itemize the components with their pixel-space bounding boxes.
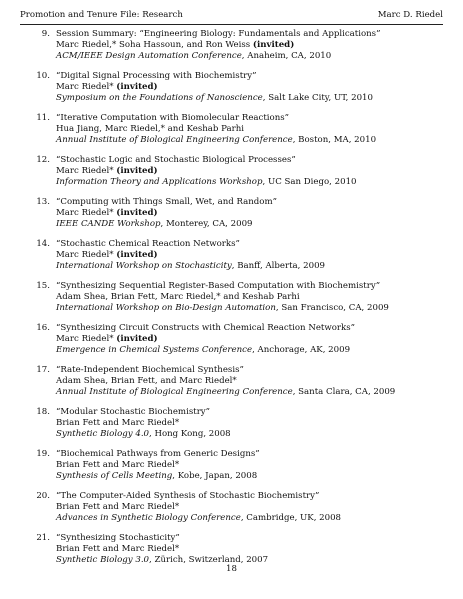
entry-venue-line [56,345,445,356]
header-rule [20,24,443,25]
entry-authors-line [56,418,445,429]
entry-title: “Synthesizing Circuit Constructs with Chemical Reaction Networks” [56,323,356,333]
entry-venue: Synthetic Biology 4.0 [56,429,150,440]
entry-venue: IEEE CANDE Workshop [56,219,161,230]
entry-title: “Stochastic Logic and Stochastic Biological Processes” [56,155,296,165]
publication-entry [36,407,445,440]
entry-authors-line [56,460,445,471]
entry-authors: Brian Fett and Marc Riedel* [56,418,180,429]
invited-label: (invited) [252,40,295,51]
entry-venue: ACM/IEEE Design Automation Conference [56,51,242,62]
entry-number: 12. [36,155,50,165]
entry-title: “Computing with Things Small, Wet, and Random” [56,197,278,207]
invited-label: (invited) [116,250,158,261]
page-number: 18 [226,564,237,574]
publication-entry [36,281,445,314]
entry-title: “Synthesizing Sequential Register-Based Computation with Biochemistry” [56,281,381,291]
entry-venue: Synthetic Biology 3.0 [56,555,150,566]
entry-title: “Digital Signal Processing with Biochemistry” [56,71,257,81]
entry-venue-line [56,93,445,104]
entry-venue-line [56,219,445,230]
entry-number: 13. [36,197,50,207]
publication-entry [36,491,445,524]
entry-number: 18. [36,407,50,417]
entry-place: , Hong Kong, 2008 [149,429,231,440]
entry-place: , Kobe, Japan, 2008 [172,471,258,482]
entry-authors-line [56,250,445,261]
entry-authors: Brian Fett and Marc Riedel* [56,544,180,555]
entry-number: 16. [36,323,50,333]
invited-label: (invited) [116,166,158,177]
entry-authors: Marc Riedel* [56,208,114,219]
entry-venue: Emergence in Chemical Systems Conference [56,345,253,356]
entry-venue-line [56,51,445,62]
invited-label: (invited) [116,334,158,345]
entry-authors: Marc Riedel* [56,82,114,93]
header-left-title: Promotion and Tenure File: Research [20,10,183,20]
entry-number: 17. [36,365,50,375]
entry-place: , Banff, Alberta, 2009 [231,261,326,272]
publication-entry [36,239,445,272]
entry-place: , San Francisco, CA, 2009 [275,303,389,314]
entry-venue-line [56,429,445,440]
entry-venue-line [56,387,445,398]
entry-venue-line [56,303,445,314]
entry-number: 19. [36,449,50,459]
publication-entry [36,113,445,146]
entry-place: , Anaheim, CA, 2010 [241,51,332,62]
entry-venue-line [56,135,445,146]
entry-authors: Adam Shea, Brian Fett, and Marc Riedel* [56,376,237,387]
header-author-name: Marc D. Riedel [377,10,443,20]
entry-title: “Biochemical Pathways from Generic Designs” [56,449,260,459]
entry-authors: Marc Riedel* [56,166,114,177]
entry-number: 21. [36,533,50,543]
entry-title: “Modular Stochastic Biochemistry” [56,407,211,417]
entry-authors-line [56,502,445,513]
running-header [20,8,443,22]
entry-place: , Monterey, CA, 2009 [160,219,253,230]
publication-entry [36,71,445,104]
entry-authors-line [56,334,445,345]
entry-number: 20. [36,491,50,501]
publication-entry [36,365,445,398]
entry-place: , UC San Diego, 2010 [262,177,357,188]
entry-authors-line [56,124,445,135]
entry-title: “Rate-Independent Biochemical Synthesis” [56,365,244,375]
entry-number: 9. [41,29,50,39]
publication-entry [36,449,445,482]
entry-number: 10. [36,71,50,81]
entry-place: , Cambridge, UK, 2008 [240,513,342,524]
entry-place: , Anchorage, AK, 2009 [252,345,351,356]
entry-venue: Symposium on the Foundations of Nanoscience [56,93,263,104]
entry-authors-line [56,376,445,387]
entry-authors-line [56,208,445,219]
entry-place: , Boston, MA, 2010 [292,135,377,146]
entry-venue: International Workshop on Bio-Design Automation [56,303,276,314]
entry-authors: Marc Riedel* [56,250,114,261]
entry-number: 15. [36,281,50,291]
entry-title: “Stochastic Chemical Reaction Networks” [56,239,240,249]
entry-place: , Zürich, Switzerland, 2007 [149,555,269,566]
entry-place: , Santa Clara, CA, 2009 [292,387,396,398]
invited-label: (invited) [116,82,158,93]
entry-authors-line [56,292,445,303]
entry-venue-line [56,261,445,272]
entry-title: “Synthesizing Stochasticity” [56,533,180,543]
entry-number: 11. [36,113,50,123]
entry-venue: Annual Institute of Biological Engineering Conference [56,387,293,398]
publication-entry [36,323,445,356]
entry-number: 14. [36,239,50,249]
entry-venue: Annual Institute of Biological Engineering Conference [56,135,293,146]
entry-authors: Adam Shea, Brian Fett, Marc Riedel,* and Keshab Parhi [56,292,300,303]
entry-place: , Salt Lake City, UT, 2010 [262,93,373,104]
entry-venue: International Workshop on Stochasticity [56,261,232,272]
entry-venue: Information Theory and Applications Workshop [56,177,263,188]
entry-authors: Marc Riedel* [56,334,114,345]
entry-authors: Brian Fett and Marc Riedel* [56,460,180,471]
entry-title: Session Summary: “Engineering Biology: Fundamentals and Applications” [56,29,381,39]
entry-authors-line [56,82,445,93]
entry-title: “The Computer-Aided Synthesis of Stochastic Biochemistry” [56,491,320,501]
entry-title: “Iterative Computation with Biomolecular Reactions” [56,113,290,123]
publication-entry [36,155,445,188]
entry-authors-line [56,166,445,177]
entry-venue-line [56,513,445,524]
entry-venue-line [56,471,445,482]
entry-authors: Brian Fett and Marc Riedel* [56,502,180,513]
entry-venue-line [56,177,445,188]
publication-entry [41,29,445,62]
entry-authors-line [56,544,445,555]
entry-venue: Synthesis of Cells Meeting [56,471,173,482]
entry-authors-line [56,40,445,51]
invited-label: (invited) [116,208,158,219]
publication-entry [36,533,445,566]
publication-entry [36,197,445,230]
entry-authors: Hua Jiang, Marc Riedel,* and Keshab Parhi [56,124,245,135]
entry-venue: Advances in Synthetic Biology Conference [56,513,241,524]
entry-authors: Marc Riedel,* Soha Hassoun, and Ron Weiss [56,40,251,51]
